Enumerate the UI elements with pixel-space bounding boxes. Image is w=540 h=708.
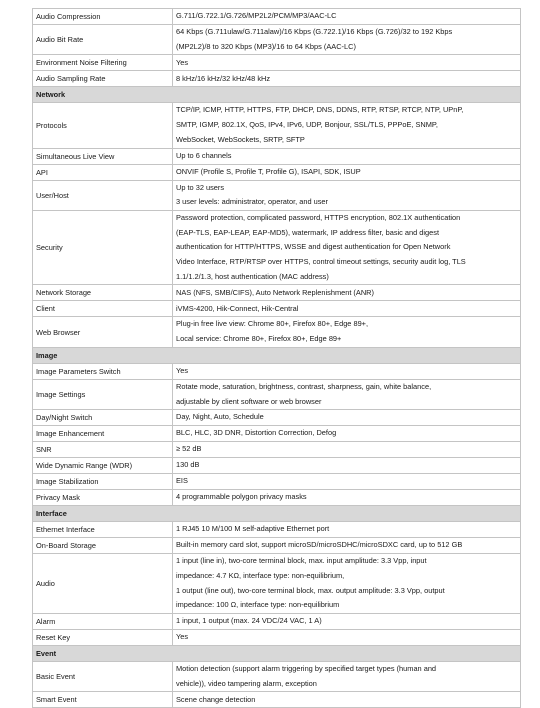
spec-value-line: 1.1/1.2/1.3, host authentication (MAC address) — [176, 271, 329, 281]
spec-row — [33, 474, 521, 490]
spec-value-line: (MP2L2)/8 to 320 Kbps (MP3)/16 to 64 Kbps (AAC-LC) — [176, 41, 356, 51]
spec-label: Privacy Mask — [33, 490, 173, 506]
spec-value-line: EIS — [176, 476, 188, 486]
spec-value — [173, 103, 521, 148]
spec-value-line: vehicle)), video tampering alarm, exception — [176, 678, 317, 688]
spec-label: Day/Night Switch — [33, 410, 173, 426]
spec-value-line: 4 programmable polygon privacy masks — [176, 492, 307, 502]
spec-row — [33, 490, 521, 506]
spec-value-line: Password protection, complicated password, HTTPS encryption, 802.1X authentication — [176, 212, 461, 222]
spec-value — [173, 25, 521, 55]
spec-label: Ethernet Interface — [33, 522, 173, 538]
spec-value-line: 1 output (line out), two-core terminal block, max. output amplitude: 3.3 Vpp, output — [176, 585, 445, 595]
spec-label: Client — [33, 301, 173, 317]
spec-value-line: TCP/IP, ICMP, HTTP, HTTPS, FTP, DHCP, DNS, DDNS, RTP, RTSP, RTCP, NTP, UPnP, — [176, 105, 464, 115]
spec-label: Simultaneous Live View — [33, 148, 173, 164]
spec-row — [33, 522, 521, 538]
spec-label: Network Storage — [33, 285, 173, 301]
spec-value — [173, 164, 521, 180]
spec-table-body — [33, 9, 521, 708]
section-header — [33, 646, 521, 662]
spec-table — [32, 8, 521, 708]
spec-row — [33, 55, 521, 71]
spec-row — [33, 9, 521, 25]
section-title: Image — [33, 347, 521, 363]
spec-value-line: Yes — [176, 57, 189, 67]
spec-value-line: ONVIF (Profile S, Profile T, Profile G), ISAPI, SDK, ISUP — [176, 166, 361, 176]
spec-label: Basic Event — [33, 662, 173, 692]
spec-value — [173, 71, 521, 87]
spec-label: Protocols — [33, 103, 173, 148]
section-header — [33, 87, 521, 103]
spec-value-line: Motion detection (support alarm triggering by specified target types (human and — [176, 664, 437, 674]
spec-value — [173, 379, 521, 409]
spec-value — [173, 210, 521, 285]
spec-label: Alarm — [33, 614, 173, 630]
spec-value-line: Plug-in free live view: Chrome 80+, Firefox 80+, Edge 89+, — [176, 319, 369, 329]
spec-label: API — [33, 164, 173, 180]
spec-row — [33, 554, 521, 614]
section-header — [33, 347, 521, 363]
spec-value — [173, 363, 521, 379]
spec-value — [173, 285, 521, 301]
spec-value — [173, 442, 521, 458]
spec-row — [33, 458, 521, 474]
spec-label: Security — [33, 210, 173, 285]
spec-value — [173, 410, 521, 426]
spec-row — [33, 103, 521, 148]
spec-value-line: Video Interface, RTP/RTSP over HTTPS, control timeout settings, security audit log, TLS — [176, 257, 466, 267]
spec-row — [33, 410, 521, 426]
spec-row — [33, 538, 521, 554]
spec-label: Image Settings — [33, 379, 173, 409]
spec-label: On-Board Storage — [33, 538, 173, 554]
spec-row — [33, 148, 521, 164]
spec-row — [33, 301, 521, 317]
spec-label: Image Parameters Switch — [33, 363, 173, 379]
spec-value-line: G.711/G.722.1/G.726/MP2L2/PCM/MP3/AAC-LC — [176, 11, 337, 21]
spec-value — [173, 474, 521, 490]
spec-row — [33, 614, 521, 630]
spec-value-line: (EAP-TLS, EAP-LEAP, EAP-MD5), watermark, IP address filter, basic and digest — [176, 227, 440, 237]
spec-value — [173, 614, 521, 630]
spec-value — [173, 180, 521, 210]
spec-sheet — [32, 8, 520, 708]
section-title: Interface — [33, 506, 521, 522]
spec-value-line: Yes — [176, 365, 189, 375]
spec-value-line: NAS (NFS, SMB/CIFS), Auto Network Replenishment (ANR) — [176, 287, 374, 297]
spec-value — [173, 490, 521, 506]
spec-value-line: SMTP, IGMP, 802.1X, QoS, IPv4, IPv6, UDP, Bonjour, SSL/TLS, PPPoE, SNMP, — [176, 120, 438, 130]
spec-row — [33, 379, 521, 409]
spec-value — [173, 522, 521, 538]
spec-value-line: 3 user levels: administrator, operator, and user — [176, 197, 328, 207]
spec-label: Smart Event — [33, 692, 173, 708]
spec-value-line: iVMS-4200, Hik-Connect, Hik-Central — [176, 303, 299, 313]
section-header — [33, 506, 521, 522]
spec-value-line: Scene change detection — [176, 694, 256, 704]
spec-label: SNR — [33, 442, 173, 458]
spec-label: Wide Dynamic Range (WDR) — [33, 458, 173, 474]
spec-value-line: adjustable by client software or web browser — [176, 396, 322, 406]
spec-row — [33, 426, 521, 442]
spec-value — [173, 458, 521, 474]
spec-row — [33, 210, 521, 285]
spec-value-line: Up to 6 channels — [176, 150, 232, 160]
spec-value-line: 64 Kbps (G.711ulaw/G.711alaw)/16 Kbps (G.722.1)/16 Kbps (G.726)/32 to 192 Kbps — [176, 27, 453, 36]
spec-value-line: impedance: 100 Ω, interface type: non-equilibrium — [176, 600, 340, 610]
spec-label: Audio Sampling Rate — [33, 71, 173, 87]
spec-value-line: WebSocket, WebSockets, SRTP, SFTP — [176, 134, 305, 144]
spec-row — [33, 317, 521, 347]
spec-value — [173, 630, 521, 646]
spec-value — [173, 148, 521, 164]
spec-value — [173, 55, 521, 71]
spec-row — [33, 25, 521, 55]
section-title: Event — [33, 646, 521, 662]
spec-label: User/Host — [33, 180, 173, 210]
spec-value-line: BLC, HLC, 3D DNR, Distortion Correction, Defog — [176, 428, 337, 438]
spec-row — [33, 662, 521, 692]
spec-value-line: impedance: 4.7 KΩ, interface type: non-equilibrium, — [176, 570, 345, 580]
spec-value — [173, 9, 521, 25]
spec-value — [173, 662, 521, 692]
spec-label: Audio Compression — [33, 9, 173, 25]
spec-value-line: ≥ 52 dB — [176, 444, 202, 454]
spec-value-line: Local service: Chrome 80+, Firefox 80+, Edge 89+ — [176, 334, 342, 344]
spec-label: Environment Noise Filtering — [33, 55, 173, 71]
spec-value-line: 8 kHz/16 kHz/32 kHz/48 kHz — [176, 73, 271, 83]
spec-value-line: 130 dB — [176, 460, 200, 470]
spec-label: Image Enhancement — [33, 426, 173, 442]
spec-value-line: Day, Night, Auto, Schedule — [176, 412, 264, 422]
spec-value — [173, 538, 521, 554]
spec-row — [33, 71, 521, 87]
spec-value — [173, 301, 521, 317]
spec-label: Image Stabilization — [33, 474, 173, 490]
spec-value-line: Yes — [176, 632, 189, 642]
spec-value-line: Up to 32 users — [176, 182, 225, 192]
spec-row — [33, 630, 521, 646]
spec-value — [173, 554, 521, 614]
spec-value-line: 1 input (line in), two-core terminal block, max. input amplitude: 3.3 Vpp, input — [176, 556, 427, 566]
spec-label: Audio Bit Rate — [33, 25, 173, 55]
spec-value-line: 1 RJ45 10 M/100 M self-adaptive Ethernet port — [176, 524, 330, 534]
spec-label: Web Browser — [33, 317, 173, 347]
spec-label: Audio — [33, 554, 173, 614]
spec-row — [33, 442, 521, 458]
spec-row — [33, 285, 521, 301]
spec-row — [33, 180, 521, 210]
spec-row — [33, 164, 521, 180]
spec-value — [173, 426, 521, 442]
spec-row — [33, 363, 521, 379]
spec-value-line: 1 input, 1 output (max. 24 VDC/24 VAC, 1 A) — [176, 616, 322, 626]
spec-value-line: authentication for HTTP/HTTPS, WSSE and digest authentication for Open Network — [176, 242, 451, 252]
spec-value — [173, 317, 521, 347]
spec-value-line: Rotate mode, saturation, brightness, contrast, sharpness, gain, white balance, — [176, 381, 432, 391]
spec-label: Reset Key — [33, 630, 173, 646]
section-title: Network — [33, 87, 521, 103]
spec-value-line: Built-in memory card slot, support microSD/microSDHC/microSDXC card, up to 512 GB — [176, 540, 463, 550]
